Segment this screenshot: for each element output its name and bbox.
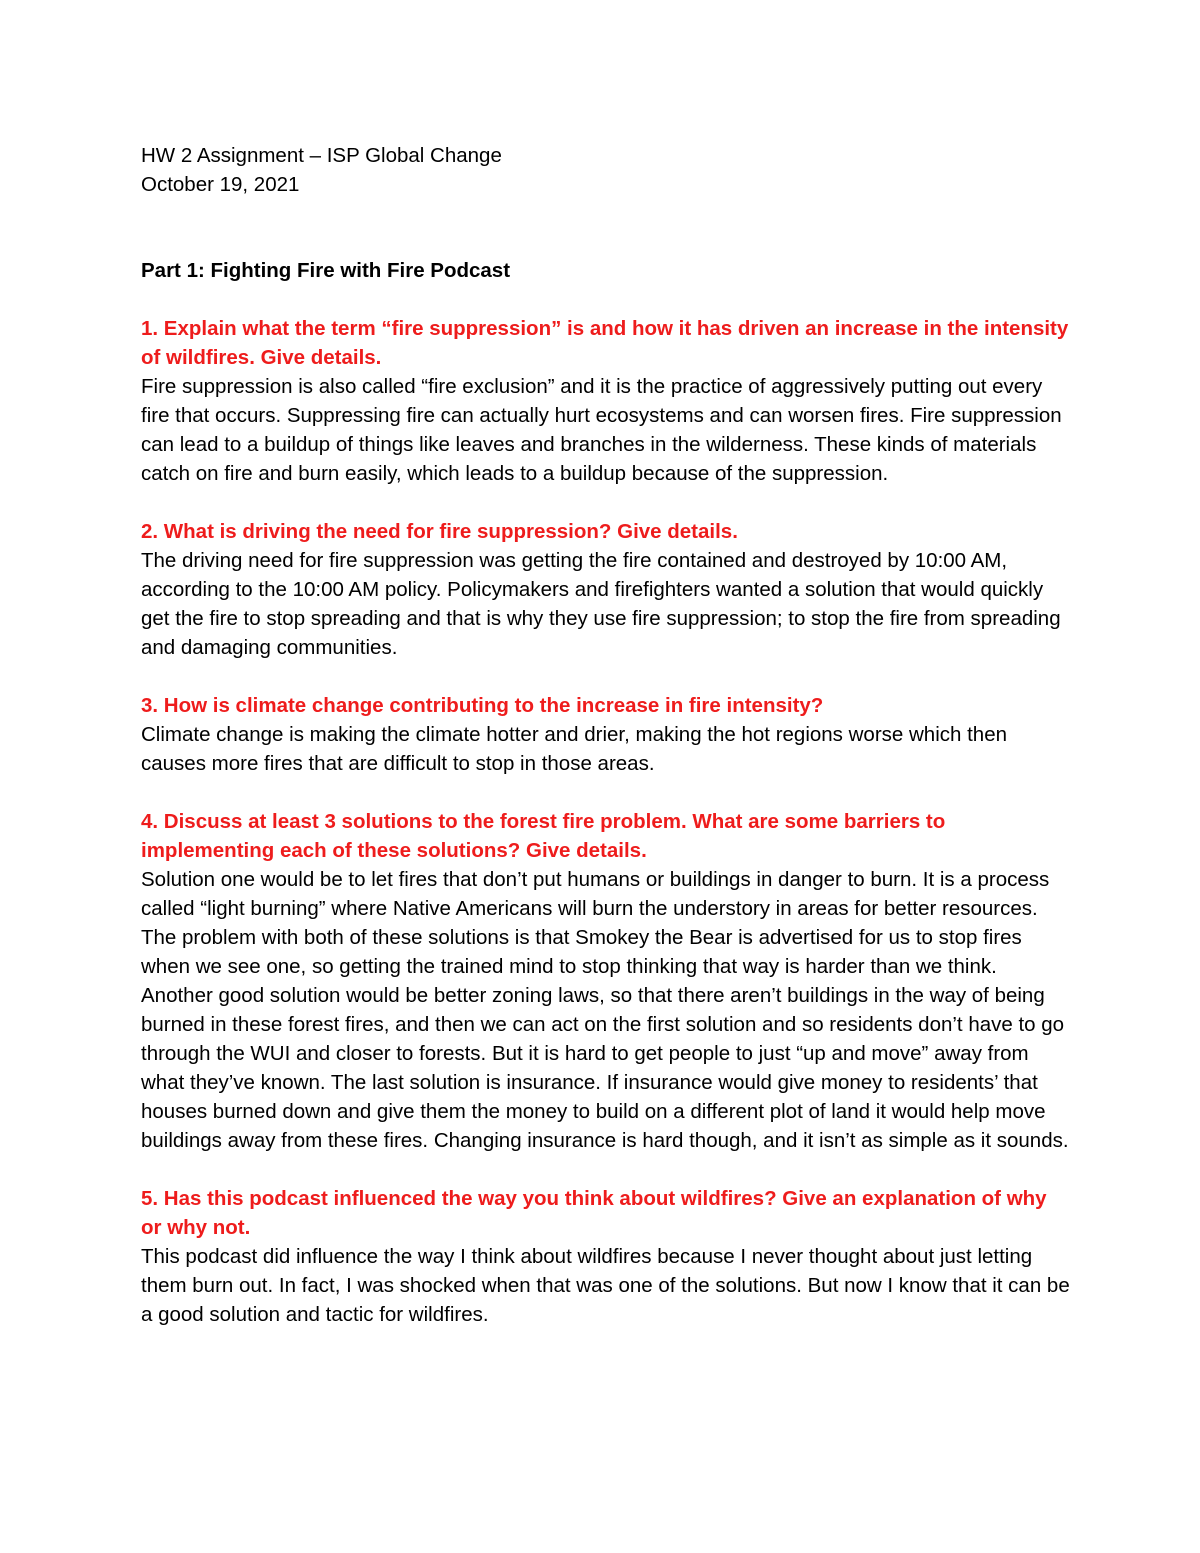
answer-1: Fire suppression is also called “fire exclusion” and it is the practice of aggressively putting out every fire that occurs. Suppressing fire can actually hurt ecosystems and can worsen fires. Fire suppression can lead to a buildup of things like leaves and branches in the wilderness. These kinds of materials catch on fire and burn easily, which leads to a buildup because of the suppression. [141, 375, 1062, 485]
question-5: 5. Has this podcast influenced the way you think about wildfires? Give an explanation of why or why not. [141, 1187, 1047, 1239]
question-2: 2. What is driving the need for fire suppression? Give details. [141, 520, 738, 543]
question-1: 1. Explain what the term “fire suppression” is and how it has driven an increase in the intensity of wildfires. Give details. [141, 317, 1069, 369]
answer-2: The driving need for fire suppression was getting the fire contained and destroyed by 10:00 AM, according to the 10:00 AM policy. Policymakers and firefighters wanted a solution that would quickly get the fire to stop spreading and that is why they use fire suppression; to stop the fire from spreading and damaging communities. [141, 549, 1061, 659]
document-page [141, 141, 1071, 1358]
document-date: October 19, 2021 [141, 173, 300, 196]
qa-block-2 [141, 517, 1071, 662]
question-3: 3. How is climate change contributing to the increase in fire intensity? [141, 694, 824, 717]
qa-block-4 [141, 807, 1071, 1155]
answer-4: Solution one would be to let fires that don’t put humans or buildings in danger to burn. It is a process called “light burning” where Native Americans will burn the understory in areas for better resources. The problem with both of these solutions is that Smokey the Bear is advertised for us to stop fires when we see one, so getting the trained mind to stop thinking that way is harder than we think. Another good solution would be better zoning laws, so that there aren’t buildings in the way of being burned in these forest fires, and then we can act on the first solution and so residents don’t have to go through the WUI and closer to forests. But it is hard to get people to just “up and move” away from what they’ve known. The last solution is insurance. If insurance would give money to residents’ that houses burned down and give them the money to build on a different plot of land it would help move buildings away from these fires. Changing insurance is hard though, and it isn’t as simple as it sounds. [141, 868, 1069, 1152]
answer-3: Climate change is making the climate hotter and drier, making the hot regions worse which then causes more fires that are difficult to stop in those areas. [141, 723, 1008, 775]
part-title: Part 1: Fighting Fire with Fire Podcast [141, 259, 511, 282]
answer-5: This podcast did influence the way I think about wildfires because I never thought about just letting them burn out. In fact, I was shocked when that was one of the solutions. But now I know that it can be a good solution and tactic for wildfires. [141, 1245, 1070, 1326]
qa-block-3 [141, 691, 1071, 778]
qa-block-5 [141, 1184, 1071, 1329]
qa-block-1 [141, 314, 1071, 488]
document-title: HW 2 Assignment – ISP Global Change [141, 144, 502, 167]
question-4: 4. Discuss at least 3 solutions to the forest fire problem. What are some barriers to implementing each of these solutions? Give details. [141, 810, 946, 862]
